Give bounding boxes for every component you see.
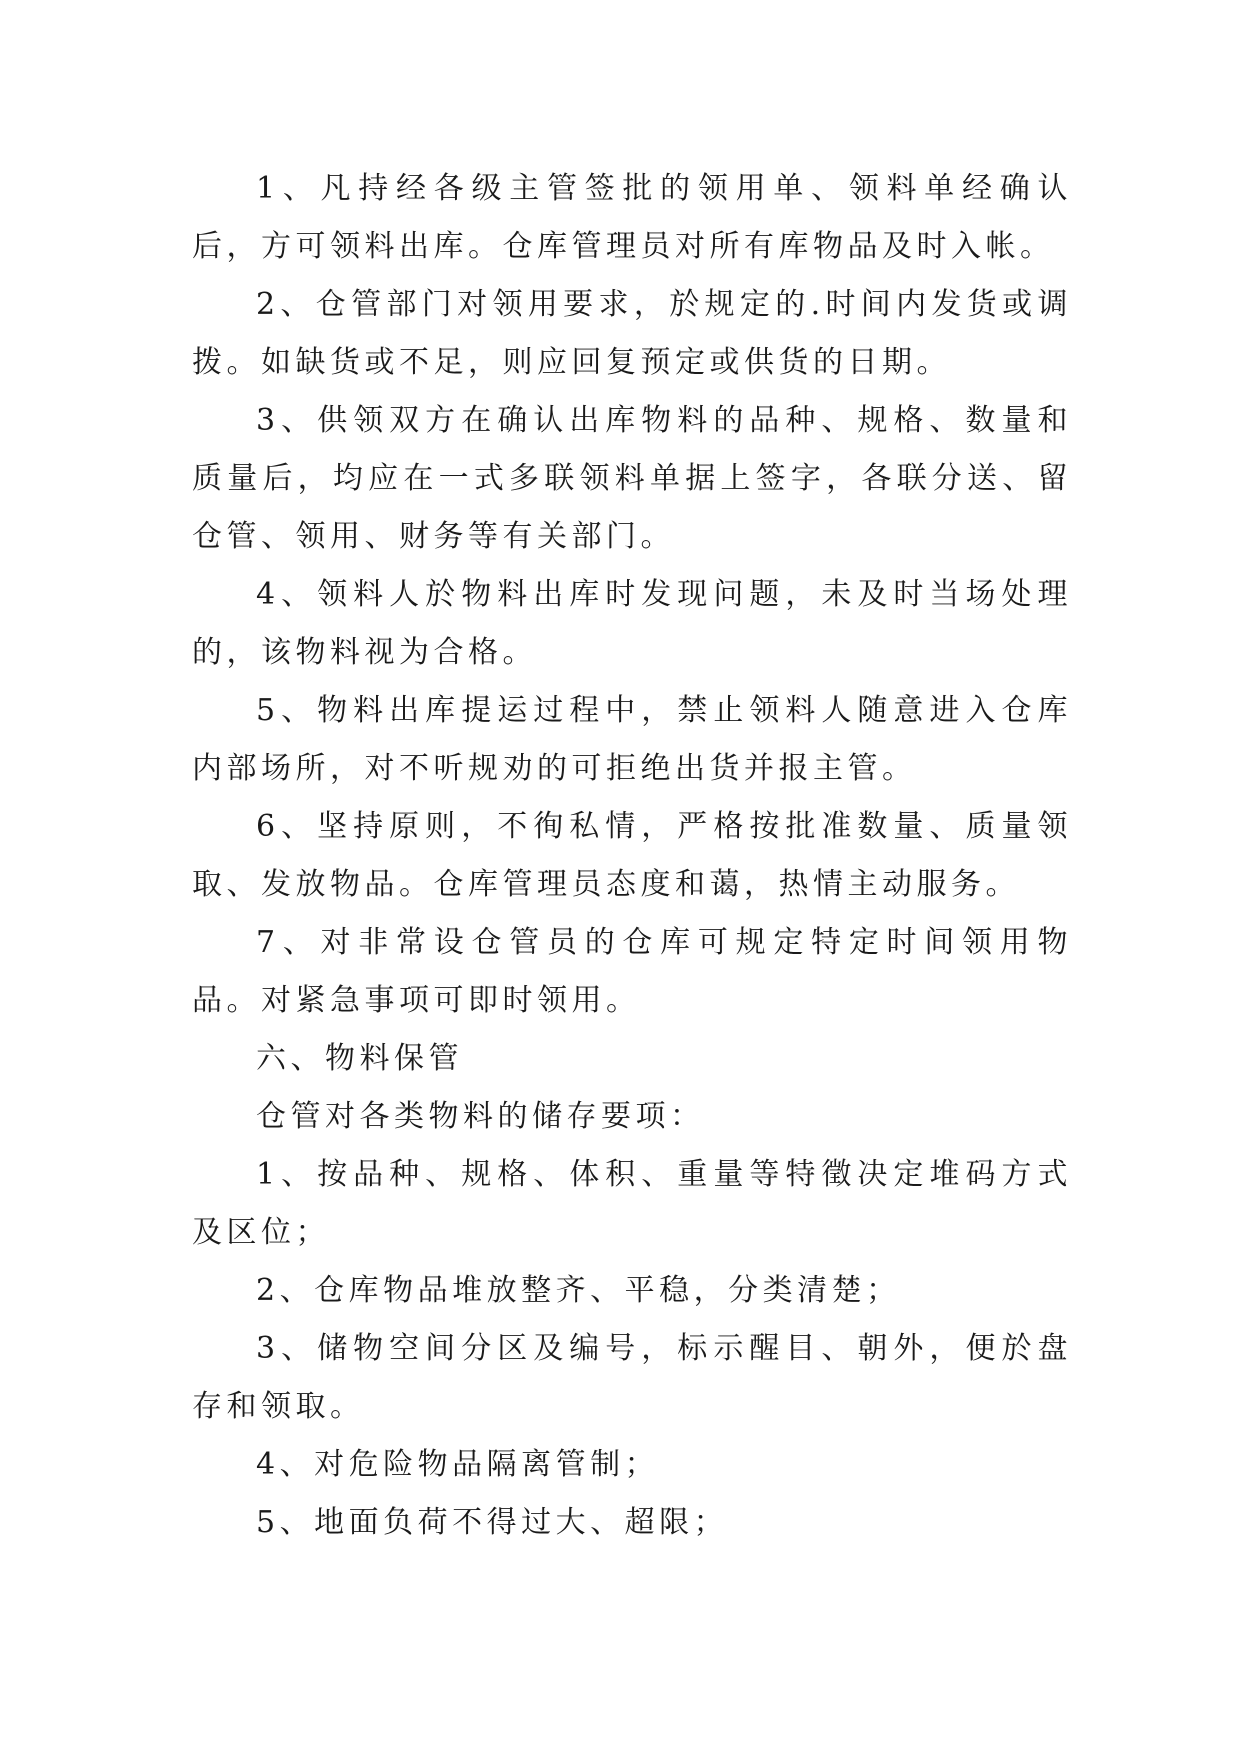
- paragraph-2: 2、仓管部门对领用要求，於规定的.时间内发货或调拨。如缺货或不足，则应回复预定或供货的日期。: [192, 287, 1072, 380]
- paragraph-3: 3、供领双方在确认出库物料的品种、规格、数量和质量后，均应在一式多联领料单据上签字，各联分送、留仓管、领用、财务等有关部门。: [192, 403, 1072, 554]
- paragraph-7: 7、对非常设仓管员的仓库可规定特定时间领用物品。对紧急事项可即时领用。: [192, 925, 1072, 1018]
- section-intro: 仓管对各类物料的储存要项：: [256, 1099, 705, 1134]
- paragraph-1: 1、凡持经各级主管签批的领用单、领料单经确认后，方可领料出库。仓库管理员对所有库物品及时入帐。: [192, 171, 1072, 264]
- storage-item-1: 1、按品种、规格、体积、重量等特徵决定堆码方式及区位；: [192, 1157, 1072, 1250]
- paragraph-4: 4、领料人於物料出库时发现问题，未及时当场处理的，该物料视为合格。: [192, 577, 1072, 670]
- storage-item-4: 4、对危险物品隔离管制；: [256, 1447, 660, 1482]
- storage-item-2: 2、仓库物品堆放整齐、平稳，分类清楚；: [256, 1273, 901, 1308]
- paragraph-6: 6、坚持原则，不徇私情，严格按批准数量、质量领取、发放物品。仓库管理员态度和蔼，热情主动服务。: [192, 809, 1072, 902]
- storage-item-5: 5、地面负荷不得过大、超限；: [256, 1505, 729, 1540]
- section-heading: 六、物料保管: [256, 1041, 463, 1076]
- document-body: [192, 160, 1072, 1552]
- paragraph-5: 5、物料出库提运过程中，禁止领料人随意进入仓库内部场所，对不听规劝的可拒绝出货并报主管。: [192, 693, 1072, 786]
- storage-item-3: 3、储物空间分区及编号，标示醒目、朝外，便於盘存和领取。: [192, 1331, 1072, 1424]
